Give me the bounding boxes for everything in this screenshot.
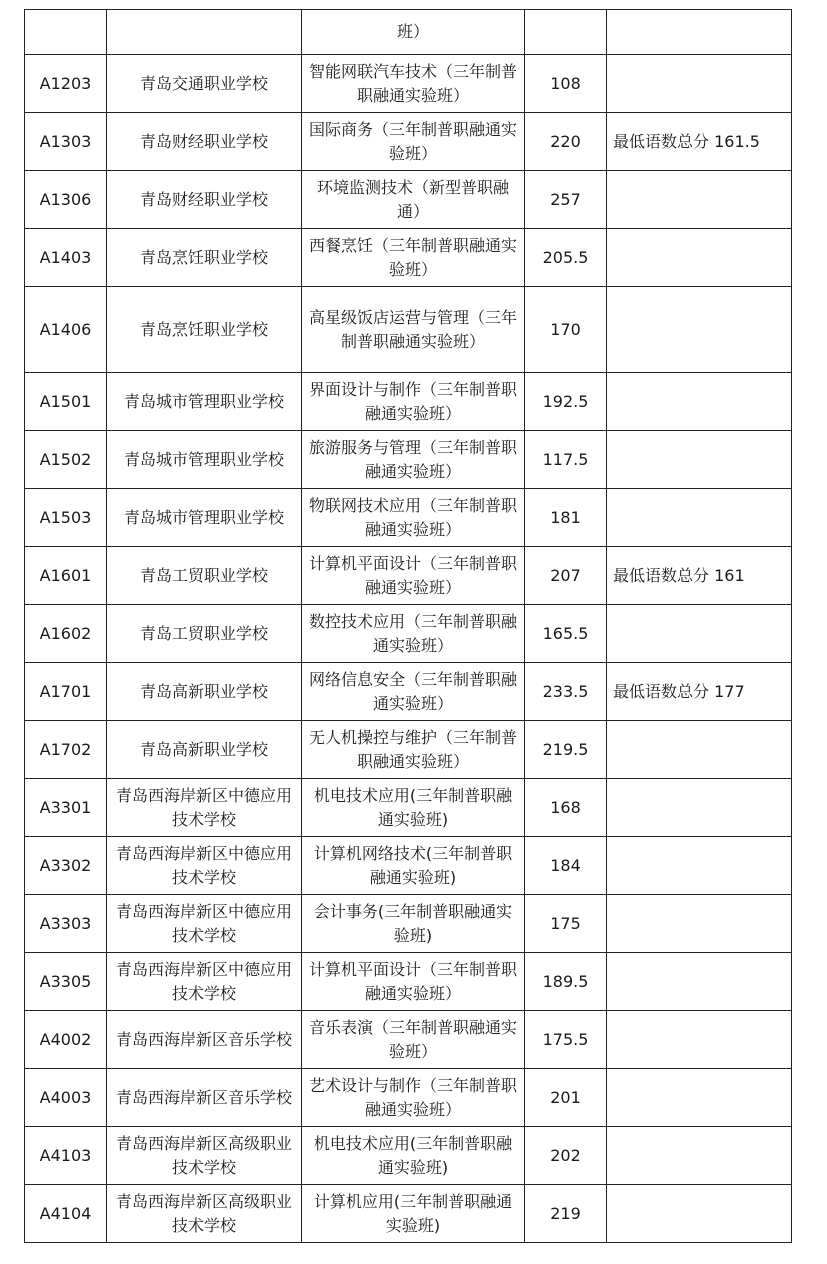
table-row: [25, 55, 792, 113]
table-row: [25, 489, 792, 547]
school-name-cell: 青岛工贸职业学校: [107, 605, 302, 663]
table-row: [25, 1127, 792, 1185]
cutoff-score-cell: 233.5: [525, 663, 607, 721]
cutoff-score-cell: 207: [525, 547, 607, 605]
school-name-cell: 青岛城市管理职业学校: [107, 489, 302, 547]
cutoff-score-cell: 181: [525, 489, 607, 547]
program-code-cell: A1502: [25, 431, 107, 489]
major-name-cell: 环境监测技术（新型普职融通）: [302, 171, 525, 229]
table-row: [25, 837, 792, 895]
program-code-cell: A1306: [25, 171, 107, 229]
cutoff-score-cell: 220: [525, 113, 607, 171]
cutoff-score-cell: 108: [525, 55, 607, 113]
school-name-cell: 青岛西海岸新区高级职业技术学校: [107, 1127, 302, 1185]
program-code-cell: A4103: [25, 1127, 107, 1185]
school-name-cell: [107, 10, 302, 55]
remark-cell: [607, 1185, 792, 1243]
program-code-cell: A1501: [25, 373, 107, 431]
school-name-cell: 青岛烹饪职业学校: [107, 287, 302, 373]
table-row: [25, 895, 792, 953]
remark-cell: [607, 431, 792, 489]
remark-cell: [607, 779, 792, 837]
cutoff-score-cell: 219.5: [525, 721, 607, 779]
program-code-cell: A1406: [25, 287, 107, 373]
program-code-cell: A1701: [25, 663, 107, 721]
remark-cell: [607, 373, 792, 431]
table-row: [25, 229, 792, 287]
remark-cell: [607, 1011, 792, 1069]
major-name-cell: 智能网联汽车技术（三年制普职融通实验班）: [302, 55, 525, 113]
cutoff-score-cell: 219: [525, 1185, 607, 1243]
remark-cell: [607, 721, 792, 779]
major-name-cell: 数控技术应用（三年制普职融通实验班）: [302, 605, 525, 663]
cutoff-score-cell: 201: [525, 1069, 607, 1127]
program-code-cell: A3301: [25, 779, 107, 837]
school-name-cell: 青岛西海岸新区中德应用技术学校: [107, 953, 302, 1011]
major-name-cell: 西餐烹饪（三年制普职融通实验班）: [302, 229, 525, 287]
school-name-cell: 青岛城市管理职业学校: [107, 431, 302, 489]
school-name-cell: 青岛烹饪职业学校: [107, 229, 302, 287]
major-name-cell: 计算机平面设计（三年制普职融通实验班）: [302, 953, 525, 1011]
school-name-cell: 青岛西海岸新区中德应用技术学校: [107, 779, 302, 837]
remark-cell: [607, 171, 792, 229]
table-row: [25, 663, 792, 721]
major-name-cell: 计算机网络技术(三年制普职融通实验班): [302, 837, 525, 895]
remark-cell: 最低语数总分 161: [607, 547, 792, 605]
remark-cell: [607, 837, 792, 895]
cutoff-score-cell: 175.5: [525, 1011, 607, 1069]
major-name-cell: 计算机平面设计（三年制普职融通实验班）: [302, 547, 525, 605]
school-name-cell: 青岛财经职业学校: [107, 113, 302, 171]
program-code-cell: A4003: [25, 1069, 107, 1127]
major-name-cell: 班）: [302, 10, 525, 55]
program-code-cell: A3303: [25, 895, 107, 953]
remark-cell: [607, 10, 792, 55]
major-name-cell: 音乐表演（三年制普职融通实验班）: [302, 1011, 525, 1069]
remark-cell: [607, 605, 792, 663]
major-name-cell: 会计事务(三年制普职融通实验班): [302, 895, 525, 953]
table-row: [25, 953, 792, 1011]
remark-cell: 最低语数总分 161.5: [607, 113, 792, 171]
table-row: [25, 1069, 792, 1127]
major-name-cell: 艺术设计与制作（三年制普职融通实验班）: [302, 1069, 525, 1127]
major-name-cell: 计算机应用(三年制普职融通实验班): [302, 1185, 525, 1243]
remark-cell: [607, 229, 792, 287]
remark-cell: [607, 55, 792, 113]
major-name-cell: 机电技术应用(三年制普职融通实验班): [302, 779, 525, 837]
cutoff-score-cell: 189.5: [525, 953, 607, 1011]
cutoff-score-cell: 184: [525, 837, 607, 895]
table-row-fragment: [25, 10, 792, 55]
cutoff-score-cell: 192.5: [525, 373, 607, 431]
major-name-cell: 无人机操控与维护（三年制普职融通实验班）: [302, 721, 525, 779]
school-name-cell: 青岛西海岸新区音乐学校: [107, 1011, 302, 1069]
table-row: [25, 431, 792, 489]
major-name-cell: 机电技术应用(三年制普职融通实验班): [302, 1127, 525, 1185]
cutoff-score-cell: 202: [525, 1127, 607, 1185]
major-name-cell: 旅游服务与管理（三年制普职融通实验班）: [302, 431, 525, 489]
major-name-cell: 界面设计与制作（三年制普职融通实验班）: [302, 373, 525, 431]
table-row: [25, 113, 792, 171]
school-name-cell: 青岛高新职业学校: [107, 663, 302, 721]
program-code-cell: A4002: [25, 1011, 107, 1069]
admission-score-table: [24, 9, 792, 1243]
table-row: [25, 1011, 792, 1069]
cutoff-score-cell: 165.5: [525, 605, 607, 663]
table-row: [25, 1185, 792, 1243]
program-code-cell: A3305: [25, 953, 107, 1011]
major-name-cell: 物联网技术应用（三年制普职融通实验班）: [302, 489, 525, 547]
cutoff-score-cell: 257: [525, 171, 607, 229]
school-name-cell: 青岛西海岸新区中德应用技术学校: [107, 837, 302, 895]
program-code-cell: A1702: [25, 721, 107, 779]
table-row: [25, 721, 792, 779]
cutoff-score-cell: 170: [525, 287, 607, 373]
school-name-cell: 青岛财经职业学校: [107, 171, 302, 229]
program-code-cell: A1203: [25, 55, 107, 113]
school-name-cell: 青岛高新职业学校: [107, 721, 302, 779]
school-name-cell: 青岛西海岸新区音乐学校: [107, 1069, 302, 1127]
program-code-cell: A1601: [25, 547, 107, 605]
program-code-cell: A4104: [25, 1185, 107, 1243]
program-code-cell: A1303: [25, 113, 107, 171]
cutoff-score-cell: [525, 10, 607, 55]
school-name-cell: 青岛交通职业学校: [107, 55, 302, 113]
major-name-cell: 国际商务（三年制普职融通实验班）: [302, 113, 525, 171]
school-name-cell: 青岛西海岸新区高级职业技术学校: [107, 1185, 302, 1243]
program-code-cell: [25, 10, 107, 55]
remark-cell: [607, 489, 792, 547]
cutoff-score-cell: 205.5: [525, 229, 607, 287]
remark-cell: [607, 895, 792, 953]
table-row: [25, 373, 792, 431]
remark-cell: [607, 1127, 792, 1185]
program-code-cell: A1602: [25, 605, 107, 663]
remark-cell: 最低语数总分 177: [607, 663, 792, 721]
cutoff-score-cell: 168: [525, 779, 607, 837]
remark-cell: [607, 953, 792, 1011]
school-name-cell: 青岛西海岸新区中德应用技术学校: [107, 895, 302, 953]
program-code-cell: A1503: [25, 489, 107, 547]
program-code-cell: A3302: [25, 837, 107, 895]
remark-cell: [607, 1069, 792, 1127]
table-row: [25, 605, 792, 663]
school-name-cell: 青岛工贸职业学校: [107, 547, 302, 605]
major-name-cell: 高星级饭店运营与管理（三年制普职融通实验班）: [302, 287, 525, 373]
program-code-cell: A1403: [25, 229, 107, 287]
table-row: [25, 779, 792, 837]
school-name-cell: 青岛城市管理职业学校: [107, 373, 302, 431]
major-name-cell: 网络信息安全（三年制普职融通实验班）: [302, 663, 525, 721]
cutoff-score-cell: 175: [525, 895, 607, 953]
remark-cell: [607, 287, 792, 373]
table-row: [25, 547, 792, 605]
table-row: [25, 171, 792, 229]
table-row: [25, 287, 792, 373]
cutoff-score-cell: 117.5: [525, 431, 607, 489]
